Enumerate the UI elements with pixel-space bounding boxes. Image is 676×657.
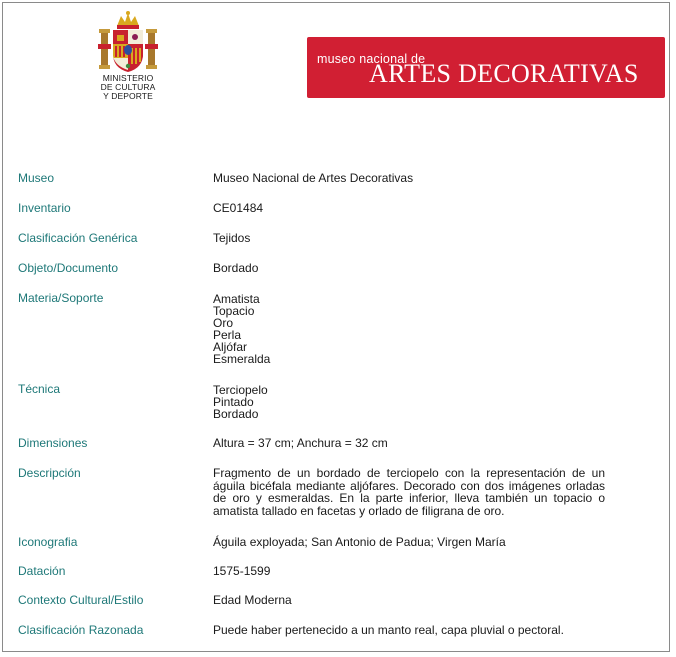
field-value: Bordado <box>213 261 259 275</box>
ministry-line-3: Y DEPORTE <box>103 91 153 101</box>
materia-item: Aljófar <box>213 340 248 354</box>
field-label: Objeto/Documento <box>18 261 119 275</box>
field-label: Clasificación Genérica <box>18 231 138 245</box>
field-value: 1575-1599 <box>213 564 271 578</box>
ministry-line-1: MINISTERIO <box>102 73 154 83</box>
materia-item: Esmeralda <box>213 352 271 366</box>
field-value: Edad Moderna <box>213 593 292 607</box>
field-value: Altura = 37 cm; Anchura = 32 cm <box>213 436 388 450</box>
materia-item: Topacio <box>213 304 255 318</box>
field-value: CE01484 <box>213 201 264 215</box>
coat-of-arms-icon <box>97 10 159 74</box>
field-label: Clasificación Razonada <box>18 623 144 637</box>
materia-item: Amatista <box>213 292 260 306</box>
tecnica-item: Terciopelo <box>213 383 268 397</box>
field-label: Inventario <box>18 201 71 215</box>
field-label: Iconografia <box>18 535 78 549</box>
field-label: Dimensiones <box>18 436 88 450</box>
tecnica-item: Pintado <box>213 395 254 409</box>
field-value: Museo Nacional de Artes Decorativas <box>213 171 414 185</box>
field-label: Contexto Cultural/Estilo <box>18 593 144 607</box>
tecnica-item: Bordado <box>213 407 259 421</box>
ministry-logo <box>86 10 170 101</box>
field-label: Descripción <box>18 466 81 480</box>
ministry-line-2: DE CULTURA <box>100 82 156 92</box>
field-value: Tejidos <box>213 231 251 245</box>
banner-title: ARTES DECORATIVAS <box>369 59 639 88</box>
materia-item: Oro <box>213 316 234 330</box>
field-value: Fragmento de un bordado de terciopelo con la representación de un águila bicéfala mediante aljófares. Decorado con dos imágenes orladas de oro y esmeraldas. En la parte inferior, lleva también un topacio o amatista tallado en facetas y orlado de filigrana de oro. <box>213 466 605 518</box>
field-label: Datación <box>18 564 66 578</box>
field-value: Águila exployada; San Antonio de Padua; Virgen María <box>213 535 506 549</box>
banner-subtitle: museo nacional de <box>317 52 426 66</box>
museum-logo-banner <box>307 37 665 98</box>
field-value: Puede haber pertenecido a un manto real, capa pluvial o pectoral. <box>213 623 564 637</box>
field-label: Museo <box>18 171 55 185</box>
field-label: Técnica <box>18 382 61 396</box>
field-label: Materia/Soporte <box>18 291 104 305</box>
materia-item: Perla <box>213 328 242 342</box>
